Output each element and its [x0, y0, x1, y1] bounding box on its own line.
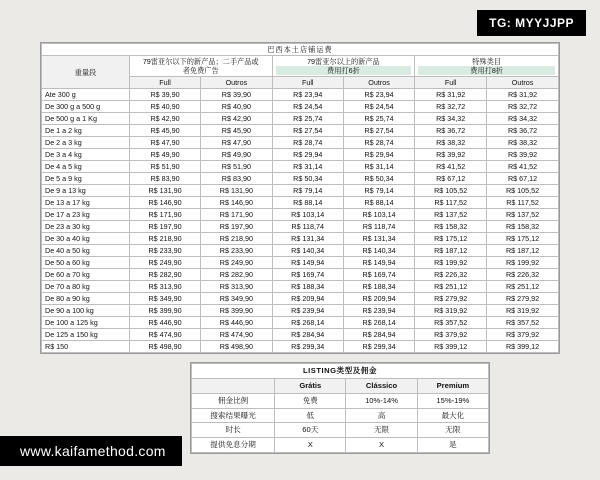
cell: R$ 32,72: [487, 101, 559, 113]
listing-title: LISTING类型及佣金: [192, 364, 489, 379]
listing-col-2: Clássico: [346, 378, 417, 393]
listing-row: [192, 423, 489, 438]
cell: R$ 50,34: [343, 173, 414, 185]
cell: R$ 199,92: [487, 257, 559, 269]
group-header-row: [42, 56, 559, 77]
row-label: De 500 g a 1 Kg: [42, 113, 130, 125]
cell: R$ 28,74: [343, 137, 414, 149]
subheader-5: Outros: [487, 77, 559, 89]
cell: R$ 474,90: [201, 329, 272, 341]
site-watermark: www.kaifamethod.com: [0, 436, 182, 466]
cell: R$ 188,34: [272, 281, 343, 293]
cell: R$ 279,92: [487, 293, 559, 305]
cell: R$ 284,94: [272, 329, 343, 341]
listing-header-row: [192, 378, 489, 393]
row-label: De 40 a 50 kg: [42, 245, 130, 257]
cell: R$ 171,90: [129, 209, 200, 221]
cell: R$ 299,34: [272, 341, 343, 353]
cell: R$ 131,90: [129, 185, 200, 197]
row-label: De 80 a 90 kg: [42, 293, 130, 305]
cell: R$ 137,52: [487, 209, 559, 221]
cell: R$ 239,94: [272, 305, 343, 317]
cell: R$ 319,92: [415, 305, 487, 317]
subheader-3: Outros: [343, 77, 414, 89]
row-label: De 17 a 23 kg: [42, 209, 130, 221]
cell: R$ 27,54: [343, 125, 414, 137]
row-label: R$ 150: [42, 341, 130, 353]
listing-cell: 无限: [417, 423, 488, 438]
row-label: De 100 a 125 kg: [42, 317, 130, 329]
cell: R$ 357,52: [415, 317, 487, 329]
table-title-row: [42, 44, 559, 56]
subheader-0: Full: [129, 77, 200, 89]
table-row: [42, 341, 559, 353]
listing-row: [192, 393, 489, 408]
table-row: [42, 293, 559, 305]
row-label: De 13 a 17 kg: [42, 197, 130, 209]
cell: R$ 209,94: [272, 293, 343, 305]
group-header-3: [415, 56, 559, 77]
listing-cell: 低: [275, 408, 346, 423]
cell: R$ 498,90: [201, 341, 272, 353]
cell: R$ 25,74: [343, 113, 414, 125]
table-row: [42, 149, 559, 161]
table-row: [42, 89, 559, 101]
cell: R$ 41,52: [487, 161, 559, 173]
group-2-line2: 费用打6折: [276, 66, 412, 75]
cell: R$ 31,92: [487, 89, 559, 101]
cell: R$ 446,90: [129, 317, 200, 329]
cell: R$ 88,14: [272, 197, 343, 209]
cell: R$ 349,90: [129, 293, 200, 305]
cell: R$ 51,90: [201, 161, 272, 173]
table-row: [42, 173, 559, 185]
cell: R$ 319,92: [487, 305, 559, 317]
cell: R$ 399,12: [415, 341, 487, 353]
cell: R$ 25,74: [272, 113, 343, 125]
cell: R$ 249,90: [129, 257, 200, 269]
cell: R$ 175,12: [487, 233, 559, 245]
table-row: [42, 101, 559, 113]
table-row: [42, 233, 559, 245]
cell: R$ 146,90: [129, 197, 200, 209]
cell: R$ 67,12: [487, 173, 559, 185]
row-label: De 60 a 70 kg: [42, 269, 130, 281]
cell: R$ 131,90: [201, 185, 272, 197]
cell: R$ 34,32: [487, 113, 559, 125]
cell: R$ 83,90: [201, 173, 272, 185]
cell: R$ 49,90: [129, 149, 200, 161]
cell: R$ 349,90: [201, 293, 272, 305]
cell: R$ 50,34: [272, 173, 343, 185]
row-label: De 4 a 5 kg: [42, 161, 130, 173]
row-label: De 50 a 60 kg: [42, 257, 130, 269]
listing-grid: [191, 363, 489, 453]
row-label: De 5 a 9 kg: [42, 173, 130, 185]
cell: R$ 218,90: [129, 233, 200, 245]
listing-title-row: [192, 364, 489, 379]
cell: R$ 27,54: [272, 125, 343, 137]
cell: R$ 284,94: [343, 329, 414, 341]
cell: R$ 251,12: [415, 281, 487, 293]
cell: R$ 118,74: [272, 221, 343, 233]
cell: R$ 31,14: [272, 161, 343, 173]
table-row: [42, 185, 559, 197]
cell: R$ 79,14: [343, 185, 414, 197]
table-row: [42, 269, 559, 281]
cell: R$ 399,90: [201, 305, 272, 317]
cell: R$ 233,90: [201, 245, 272, 257]
cell: R$ 47,90: [129, 137, 200, 149]
row-label: De 125 a 150 kg: [42, 329, 130, 341]
cell: R$ 38,32: [487, 137, 559, 149]
cell: R$ 47,90: [201, 137, 272, 149]
cell: R$ 67,12: [415, 173, 487, 185]
listing-cell: X: [275, 438, 346, 453]
cell: R$ 118,74: [343, 221, 414, 233]
cell: R$ 474,90: [129, 329, 200, 341]
group-3-line1: 特殊类目: [472, 57, 501, 66]
listing-row-label: 时长: [192, 423, 275, 438]
cell: R$ 282,90: [129, 269, 200, 281]
cell: R$ 131,34: [272, 233, 343, 245]
page-title: 巴西本土店铺运费: [42, 44, 559, 56]
row-label: De 1 a 2 kg: [42, 125, 130, 137]
table-row: [42, 329, 559, 341]
table-row: [42, 137, 559, 149]
shipping-grid: [41, 43, 559, 353]
cell: R$ 36,72: [487, 125, 559, 137]
cell: R$ 117,52: [415, 197, 487, 209]
cell: R$ 31,14: [343, 161, 414, 173]
cell: R$ 446,90: [201, 317, 272, 329]
cell: R$ 51,90: [129, 161, 200, 173]
cell: R$ 226,32: [415, 269, 487, 281]
row-label: De 30 a 40 kg: [42, 233, 130, 245]
cell: R$ 379,92: [487, 329, 559, 341]
listing-row-label: 提供免息分期: [192, 438, 275, 453]
cell: R$ 39,92: [415, 149, 487, 161]
cell: R$ 357,52: [487, 317, 559, 329]
cell: R$ 158,32: [487, 221, 559, 233]
cell: R$ 137,52: [415, 209, 487, 221]
group-1-line1: 79雷亚尔以下的新产品；二手产品或: [142, 57, 259, 66]
cell: R$ 399,90: [129, 305, 200, 317]
table-row: [42, 317, 559, 329]
cell: R$ 131,34: [343, 233, 414, 245]
group-1-line2: 者免费广告: [182, 66, 219, 75]
listing-commission-table: [190, 362, 490, 454]
table-row: [42, 113, 559, 125]
cell: R$ 42,90: [201, 113, 272, 125]
listing-cell: 10%-14%: [346, 393, 417, 408]
subheader-4: Full: [415, 77, 487, 89]
cell: R$ 282,90: [201, 269, 272, 281]
cell: R$ 239,94: [343, 305, 414, 317]
cell: R$ 105,52: [415, 185, 487, 197]
listing-row-label: 佣金比例: [192, 393, 275, 408]
table-row: [42, 161, 559, 173]
cell: R$ 498,90: [129, 341, 200, 353]
cell: R$ 39,90: [201, 89, 272, 101]
cell: R$ 379,92: [415, 329, 487, 341]
cell: R$ 233,90: [129, 245, 200, 257]
cell: R$ 117,52: [487, 197, 559, 209]
subheader-1: Outros: [201, 77, 272, 89]
cell: R$ 187,12: [415, 245, 487, 257]
cell: R$ 268,14: [343, 317, 414, 329]
table-row: [42, 257, 559, 269]
cell: R$ 32,72: [415, 101, 487, 113]
table-row: [42, 281, 559, 293]
cell: R$ 279,92: [415, 293, 487, 305]
subheader-2: Full: [272, 77, 343, 89]
cell: R$ 38,32: [415, 137, 487, 149]
cell: R$ 103,14: [272, 209, 343, 221]
cell: R$ 45,90: [129, 125, 200, 137]
cell: R$ 226,32: [487, 269, 559, 281]
listing-cell: 15%-19%: [417, 393, 488, 408]
listing-col-1: Grátis: [275, 378, 346, 393]
cell: R$ 268,14: [272, 317, 343, 329]
cell: R$ 140,34: [343, 245, 414, 257]
group-header-2: [272, 56, 415, 77]
cell: R$ 23,94: [343, 89, 414, 101]
row-label: De 90 a 100 kg: [42, 305, 130, 317]
group-2-line1: 79雷亚尔以上的新产品: [307, 57, 380, 66]
listing-col-3: Premium: [417, 378, 488, 393]
table-row: [42, 197, 559, 209]
cell: R$ 28,74: [272, 137, 343, 149]
cell: R$ 169,74: [343, 269, 414, 281]
row-label: De 2 a 3 kg: [42, 137, 130, 149]
cell: R$ 24,54: [343, 101, 414, 113]
table-row: [42, 125, 559, 137]
cell: R$ 103,14: [343, 209, 414, 221]
cell: R$ 299,34: [343, 341, 414, 353]
row-label: De 300 g a 500 g: [42, 101, 130, 113]
cell: R$ 45,90: [201, 125, 272, 137]
cell: R$ 83,90: [129, 173, 200, 185]
table-row: [42, 245, 559, 257]
cell: R$ 88,14: [343, 197, 414, 209]
listing-row-label: 搜索结果曝光: [192, 408, 275, 423]
listing-cell: 高: [346, 408, 417, 423]
cell: R$ 39,92: [487, 149, 559, 161]
tg-badge: TG: MYYJJPP: [477, 10, 586, 36]
cell: R$ 249,90: [201, 257, 272, 269]
cell: R$ 171,90: [201, 209, 272, 221]
table-row: [42, 209, 559, 221]
cell: R$ 29,94: [272, 149, 343, 161]
cell: R$ 34,32: [415, 113, 487, 125]
group-header-1: [129, 56, 272, 77]
cell: R$ 79,14: [272, 185, 343, 197]
cell: R$ 149,94: [272, 257, 343, 269]
group-3-line2: 费用打8折: [418, 66, 555, 75]
listing-cell: 最大化: [417, 408, 488, 423]
cell: R$ 187,12: [487, 245, 559, 257]
cell: R$ 197,90: [129, 221, 200, 233]
cell: R$ 209,94: [343, 293, 414, 305]
cell: R$ 169,74: [272, 269, 343, 281]
cell: R$ 197,90: [201, 221, 272, 233]
cell: R$ 41,52: [415, 161, 487, 173]
listing-cell: 无限: [346, 423, 417, 438]
table-row: [42, 221, 559, 233]
cell: R$ 399,12: [487, 341, 559, 353]
cell: R$ 218,90: [201, 233, 272, 245]
cell: R$ 36,72: [415, 125, 487, 137]
cell: R$ 175,12: [415, 233, 487, 245]
row-label: De 23 a 30 kg: [42, 221, 130, 233]
cell: R$ 42,90: [129, 113, 200, 125]
cell: R$ 313,90: [129, 281, 200, 293]
cell: R$ 140,34: [272, 245, 343, 257]
shipping-fee-table: [40, 42, 560, 354]
cell: R$ 313,90: [201, 281, 272, 293]
weight-range-header: 重量段: [42, 56, 130, 89]
table-row: [42, 305, 559, 317]
listing-col-0: [192, 378, 275, 393]
listing-cell: X: [346, 438, 417, 453]
cell: R$ 24,54: [272, 101, 343, 113]
cell: R$ 49,90: [201, 149, 272, 161]
cell: R$ 146,90: [201, 197, 272, 209]
cell: R$ 251,12: [487, 281, 559, 293]
cell: R$ 199,92: [415, 257, 487, 269]
row-label: De 70 a 80 kg: [42, 281, 130, 293]
cell: R$ 149,94: [343, 257, 414, 269]
cell: R$ 39,90: [129, 89, 200, 101]
cell: R$ 188,34: [343, 281, 414, 293]
listing-row: [192, 408, 489, 423]
listing-row: [192, 438, 489, 453]
row-label: De 9 a 13 kg: [42, 185, 130, 197]
cell: R$ 31,92: [415, 89, 487, 101]
listing-cell: 免费: [275, 393, 346, 408]
cell: R$ 23,94: [272, 89, 343, 101]
cell: R$ 40,90: [201, 101, 272, 113]
cell: R$ 29,94: [343, 149, 414, 161]
listing-cell: 60天: [275, 423, 346, 438]
cell: R$ 40,90: [129, 101, 200, 113]
cell: R$ 158,32: [415, 221, 487, 233]
listing-cell: 是: [417, 438, 488, 453]
row-label: De 3 a 4 kg: [42, 149, 130, 161]
row-label: Ate 300 g: [42, 89, 130, 101]
cell: R$ 105,52: [487, 185, 559, 197]
